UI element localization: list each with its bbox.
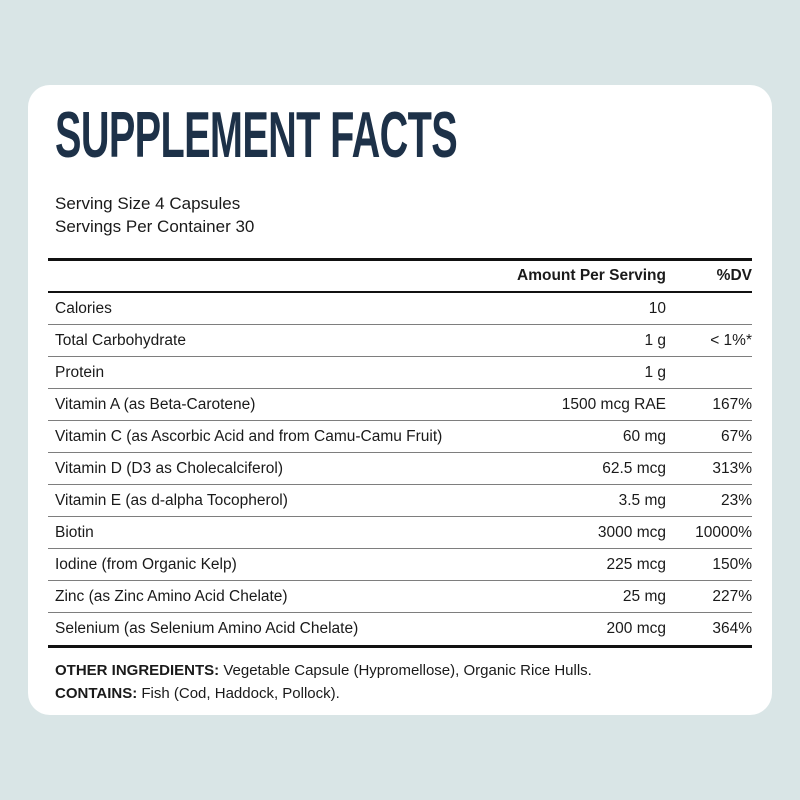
other-ingredients-text: Vegetable Capsule (Hypromellose), Organic Rice Hulls. [219,662,592,680]
nutrient-name: Total Carbohydrate [55,331,186,349]
header-dv: %DV [716,267,752,285]
nutrient-name: Vitamin E (as d-alpha Tocopherol) [55,491,288,509]
facts-table [48,258,752,648]
nutrient-dv: < 1%* [710,331,752,349]
nutrient-amount: 1 g [644,331,666,349]
header-amount-per-serving: Amount Per Serving [517,267,666,285]
nutrient-row [48,421,752,453]
nutrient-row [48,517,752,549]
footer-notes [55,659,752,706]
nutrient-amount: 10 [648,299,666,317]
nutrient-row [48,485,752,517]
nutrient-amount: 225 mcg [606,555,666,573]
nutrient-name: Protein [55,363,105,381]
nutrient-row [48,325,752,357]
contains-line [55,682,752,705]
nutrient-row [48,549,752,581]
nutrient-name: Calories [55,299,112,317]
nutrient-amount: 3.5 mg [618,491,666,509]
nutrient-amount: 60 mg [622,427,666,445]
serving-size: Serving Size 4 Capsules [55,194,241,213]
nutrient-dv: 150% [712,555,752,573]
title-wrap [55,99,772,172]
nutrient-amount: 3000 mcg [597,523,666,541]
serving-info [55,193,772,238]
nutrient-amount: 200 mcg [606,620,666,638]
supplement-facts-card [28,85,772,715]
nutrient-row [48,581,752,613]
nutrient-row [48,453,752,485]
nutrient-dv: 364% [712,620,752,638]
contains-text: Fish (Cod, Haddock, Pollock). [137,685,340,703]
nutrient-name: Biotin [55,523,94,541]
nutrient-dv: 167% [712,395,752,413]
nutrient-amount: 1 g [644,363,666,381]
servings-per-container: Servings Per Container 30 [55,216,255,236]
nutrient-name: Vitamin D (D3 as Cholecalciferol) [55,459,283,477]
nutrient-row [48,613,752,645]
nutrient-name: Vitamin C (as Ascorbic Acid and from Camu-Camu Fruit) [55,427,443,445]
nutrient-name: Iodine (from Organic Kelp) [55,555,237,573]
table-bottom-rule [48,645,752,648]
page-title: SUPPLEMENT FACTS [55,99,458,172]
nutrient-row [48,293,752,325]
nutrient-dv: 10000% [695,523,752,541]
nutrient-dv: 67% [720,427,752,445]
table-header-row [48,261,752,291]
contains-label: CONTAINS: [55,685,138,703]
nutrient-amount: 25 mg [622,587,666,605]
nutrient-dv: 23% [720,491,752,509]
nutrient-row [48,389,752,421]
nutrient-name: Zinc (as Zinc Amino Acid Chelate) [55,587,288,605]
nutrient-name: Vitamin A (as Beta-Carotene) [55,395,256,413]
nutrient-dv: 313% [712,459,752,477]
other-ingredients-line [55,659,752,682]
nutrient-rows [48,293,752,645]
nutrient-amount: 62.5 mcg [602,459,666,477]
nutrient-name: Selenium (as Selenium Amino Acid Chelate) [55,620,359,638]
nutrient-row [48,357,752,389]
nutrient-amount: 1500 mcg RAE [561,395,666,413]
nutrient-dv: 227% [712,587,752,605]
other-ingredients-label: OTHER INGREDIENTS: [55,662,220,680]
